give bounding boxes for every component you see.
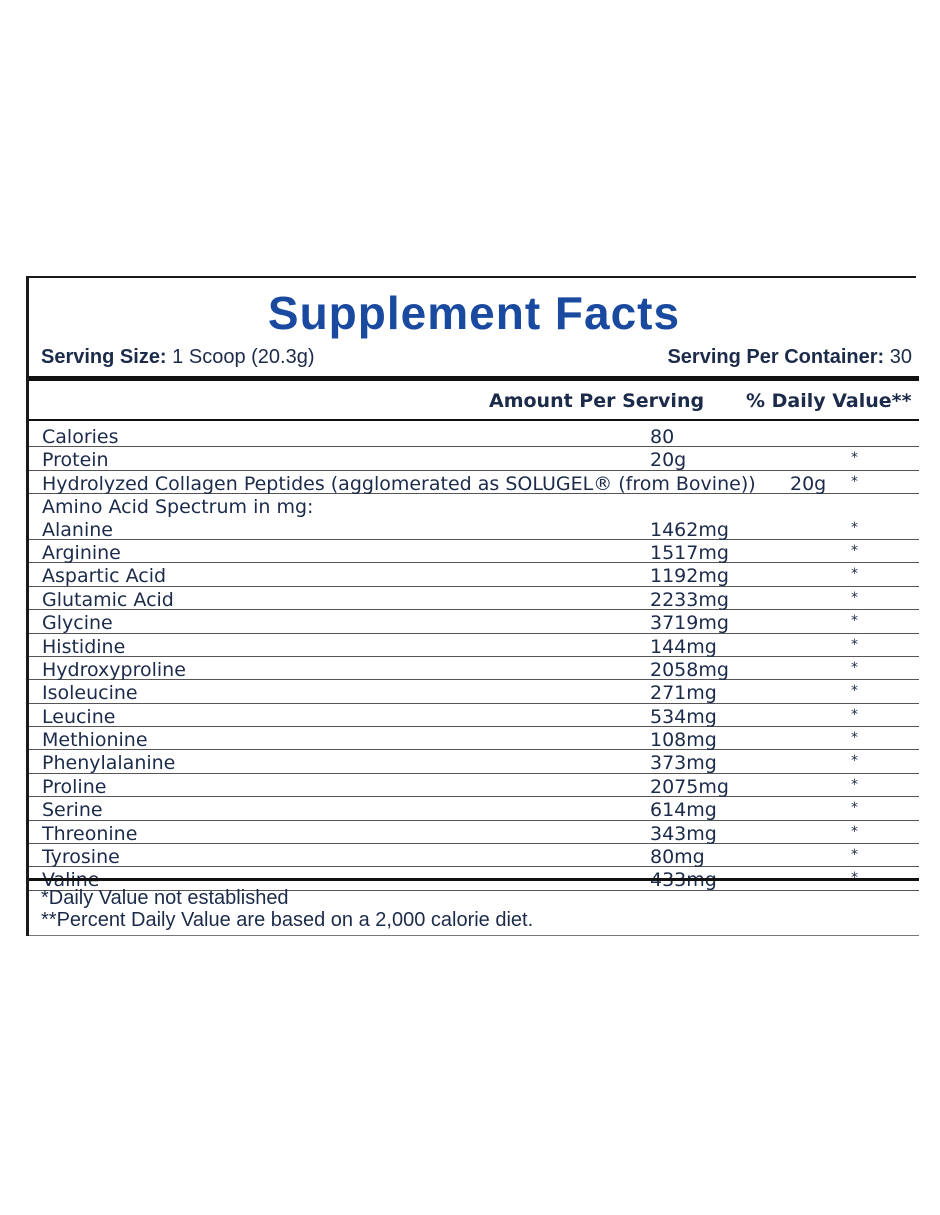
nutrient-name: Arginine — [42, 541, 121, 564]
table-row — [29, 563, 919, 586]
bottom-divider — [29, 878, 919, 881]
nutrient-name: Glutamic Acid — [42, 588, 174, 611]
nutrient-daily-value: * — [851, 542, 858, 559]
column-header-amount: Amount Per Serving — [489, 390, 705, 412]
table-row — [29, 844, 919, 867]
nutrient-amount: 144mg — [650, 635, 717, 658]
table-row — [29, 634, 919, 657]
servings-per-container-value: 30 — [889, 346, 912, 368]
nutrient-name: Calories — [42, 426, 119, 448]
table-row — [29, 704, 919, 727]
table-row — [29, 657, 919, 680]
nutrient-amount: 3719mg — [650, 612, 729, 635]
table-row — [29, 680, 919, 703]
table-row — [29, 424, 919, 447]
nutrient-daily-value: * — [851, 730, 858, 747]
nutrient-amount: 614mg — [650, 799, 717, 822]
nutrient-name: Methionine — [42, 729, 148, 752]
table-row — [29, 727, 919, 750]
nutrient-daily-value: * — [851, 706, 858, 723]
nutrient-name: Leucine — [42, 705, 116, 728]
serving-size-value: 1 Scoop (20.3g) — [172, 346, 315, 368]
servings-per-container — [667, 346, 912, 369]
nutrient-amount: 20g — [790, 472, 827, 495]
table-row — [29, 774, 919, 797]
end-divider — [29, 935, 919, 936]
table-row — [29, 750, 919, 773]
panel-title: Supplement Facts — [267, 287, 681, 339]
nutrient-name: Protein — [42, 449, 109, 472]
nutrient-name: Amino Acid Spectrum in mg: — [42, 496, 314, 519]
nutrient-daily-value: * — [851, 659, 858, 676]
nutrient-daily-value: * — [851, 776, 858, 793]
nutrient-table — [29, 424, 919, 891]
nutrient-name: Histidine — [42, 635, 126, 658]
nutrient-amount: 2075mg — [650, 775, 729, 798]
nutrient-amount: 2233mg — [650, 588, 729, 611]
nutrient-daily-value: * — [851, 589, 858, 606]
nutrient-daily-value: * — [851, 636, 858, 653]
nutrient-amount: 20g — [650, 449, 687, 472]
nutrient-name: Hydroxyproline — [42, 658, 186, 681]
table-row — [29, 447, 919, 470]
nutrient-amount: 80 — [650, 426, 675, 448]
nutrient-name: Glycine — [42, 612, 113, 635]
nutrient-daily-value: * — [851, 566, 858, 583]
table-row — [29, 517, 919, 540]
nutrient-amount: 373mg — [650, 752, 717, 775]
nutrient-daily-value: * — [851, 519, 858, 536]
table-row — [29, 821, 919, 844]
nutrient-name: Aspartic Acid — [42, 565, 167, 588]
thick-divider — [29, 376, 919, 381]
nutrient-daily-value: * — [851, 450, 858, 467]
nutrient-name: Hydrolyzed Collagen Peptides (agglomerated as SOLUGEL® (from Bovine)) — [42, 472, 756, 495]
nutrient-name: Isoleucine — [42, 682, 138, 705]
nutrient-amount: 108mg — [650, 729, 717, 752]
table-row — [29, 610, 919, 633]
nutrient-name: Proline — [42, 775, 107, 798]
nutrient-daily-value: * — [851, 473, 858, 490]
footnote-daily-value: *Daily Value not established — [41, 887, 289, 909]
nutrient-amount: 1462mg — [650, 518, 729, 541]
header-divider — [29, 419, 919, 421]
serving-size-label: Serving Size: — [41, 346, 167, 368]
nutrient-daily-value: * — [851, 683, 858, 700]
nutrient-name: Alanine — [42, 518, 113, 541]
nutrient-daily-value: * — [851, 847, 858, 864]
nutrient-amount: 1192mg — [650, 565, 729, 588]
nutrient-name: Phenylalanine — [42, 752, 176, 775]
nutrient-daily-value: * — [851, 800, 858, 817]
table-row — [29, 471, 919, 494]
nutrient-name: Threonine — [42, 822, 138, 845]
supplement-facts-panel — [26, 276, 916, 936]
serving-size — [41, 346, 315, 369]
nutrient-amount: 534mg — [650, 705, 717, 728]
footnote-percent-daily-value: **Percent Daily Value are based on a 2,000 calorie diet. — [41, 909, 534, 931]
nutrient-name: Tyrosine — [42, 846, 120, 869]
nutrient-amount: 343mg — [650, 822, 717, 845]
nutrient-amount: 2058mg — [650, 658, 729, 681]
table-row — [29, 587, 919, 610]
nutrient-amount: 80mg — [650, 846, 705, 869]
servings-per-container-label: Serving Per Container: — [667, 346, 885, 368]
column-header-daily-value: % Daily Value** — [746, 390, 912, 412]
nutrient-daily-value: * — [851, 823, 858, 840]
table-row — [29, 494, 919, 519]
table-row — [29, 540, 919, 563]
nutrient-name: Serine — [42, 799, 103, 822]
nutrient-daily-value: * — [851, 613, 858, 630]
nutrient-amount: 1517mg — [650, 541, 729, 564]
table-row — [29, 797, 919, 820]
nutrient-amount: 271mg — [650, 682, 717, 705]
nutrient-daily-value: * — [851, 753, 858, 770]
